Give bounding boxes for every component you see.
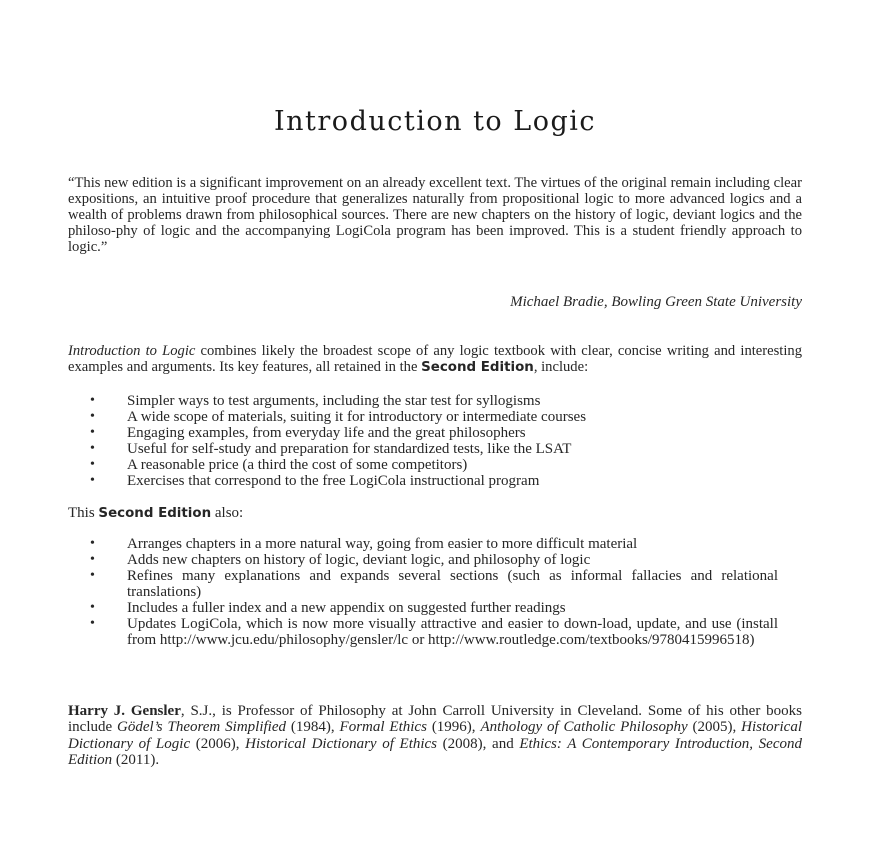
- list-item: [68, 600, 802, 616]
- author-name: Harry J. Gensler: [68, 703, 181, 719]
- additions-list: [68, 536, 802, 648]
- intro-edition: Second Edition: [421, 359, 534, 375]
- bullet-icon: •: [90, 473, 95, 488]
- intro-text: combines likely the broadest scope of any logic textbook with clear, concise writing and interesting examples and arguments. Its key features, all retained in the: [68, 342, 802, 375]
- bio-text: (1984),: [286, 719, 340, 736]
- book-title: Anthology of Catholic Philosophy: [480, 719, 688, 736]
- bio-text: (2005),: [687, 719, 742, 736]
- bullet-icon: •: [90, 600, 95, 615]
- also-suffix: also:: [211, 505, 244, 521]
- bio-text: (2008), and: [437, 735, 520, 752]
- author-bio: [68, 703, 802, 768]
- list-item: [68, 616, 802, 648]
- book-title: Gödel’s Theorem Simplified: [117, 719, 286, 736]
- bullet-icon: •: [90, 457, 95, 472]
- list-item: [68, 568, 802, 600]
- addition-text: Includes a fuller index and a new appendix on suggested further readings: [127, 600, 566, 616]
- addition-text: Updates LogiCola, which is now more visually attractive and easier to down-load, update, and use (install from http://www.jcu.edu/philosophy/gensler/lc or http://www.routledge.com/textbooks/9780415996518): [127, 616, 778, 648]
- list-item: [68, 409, 802, 425]
- bullet-icon: •: [90, 409, 95, 424]
- list-item: [68, 393, 802, 409]
- book-title: Ethics: A Contemporary Introduction, Second Edition: [68, 735, 802, 768]
- addition-text: Adds new chapters on history of logic, deviant logic, and philosophy of logic: [127, 552, 591, 568]
- feature-text: Exercises that correspond to the free LogiCola instructional program: [127, 473, 540, 489]
- intro-book-title: Introduction to Logic: [68, 342, 196, 359]
- page-title: Introduction to Logic: [274, 106, 596, 138]
- bullet-icon: •: [90, 393, 95, 408]
- feature-text: A reasonable price (a third the cost of some competitors): [127, 457, 468, 473]
- features-list: [68, 393, 802, 489]
- feature-text: Simpler ways to test arguments, including the star test for syllogisms: [127, 393, 541, 409]
- bio-text: , S.J., is Professor of Philosophy at John Carroll University in Cleveland. Some of his other books include: [68, 703, 802, 736]
- bio-text: (1996),: [426, 719, 481, 736]
- bullet-icon: •: [90, 568, 95, 583]
- list-item: [68, 552, 802, 568]
- bio-text: (2006),: [190, 735, 246, 752]
- also-heading: [68, 505, 243, 522]
- list-item: [68, 441, 802, 457]
- bio-text: (2011).: [112, 751, 160, 768]
- list-item: [68, 473, 802, 489]
- bullet-icon: •: [90, 616, 95, 631]
- feature-text: Useful for self-study and preparation for standardized tests, like the LSAT: [127, 441, 572, 457]
- intro-text-end: , include:: [533, 358, 589, 375]
- quote-attribution: Michael Bradie, Bowling Green State University: [510, 294, 802, 310]
- intro-paragraph: [68, 343, 802, 376]
- bullet-icon: •: [90, 536, 95, 551]
- list-item: [68, 425, 802, 441]
- also-prefix: This: [68, 505, 99, 521]
- list-item: [68, 536, 802, 552]
- bullet-icon: •: [90, 552, 95, 567]
- also-edition: Second Edition: [98, 506, 212, 521]
- bullet-icon: •: [90, 425, 95, 440]
- list-item: [68, 457, 802, 473]
- addition-text: Refines many explanations and expands several sections (such as informal fallacies and relational translations): [127, 568, 778, 600]
- review-quote: “This new edition is a significant improvement on an already excellent text. The virtues of the original remain including clear expositions, an intuitive proof procedure that generalizes naturally from propositional logic to more advanced logics and a wealth of problems drawn from philosophical sources. There are new chapters on the history of logic, deviant logics and the philoso-phy of logic and the accompanying LogiCola program has been improved. This is a student friendly approach to logic.”: [68, 174, 802, 256]
- bullet-icon: •: [90, 441, 95, 456]
- feature-text: A wide scope of materials, suiting it for introductory or intermediate courses: [127, 409, 587, 425]
- book-title: Historical Dictionary of Ethics: [245, 735, 438, 752]
- book-title: Formal Ethics: [339, 719, 427, 736]
- addition-text: Arranges chapters in a more natural way, going from easier to more difficult material: [127, 536, 638, 552]
- book-title: Historical Dictionary of Logic: [68, 719, 802, 752]
- feature-text: Engaging examples, from everyday life and the great philosophers: [127, 425, 526, 441]
